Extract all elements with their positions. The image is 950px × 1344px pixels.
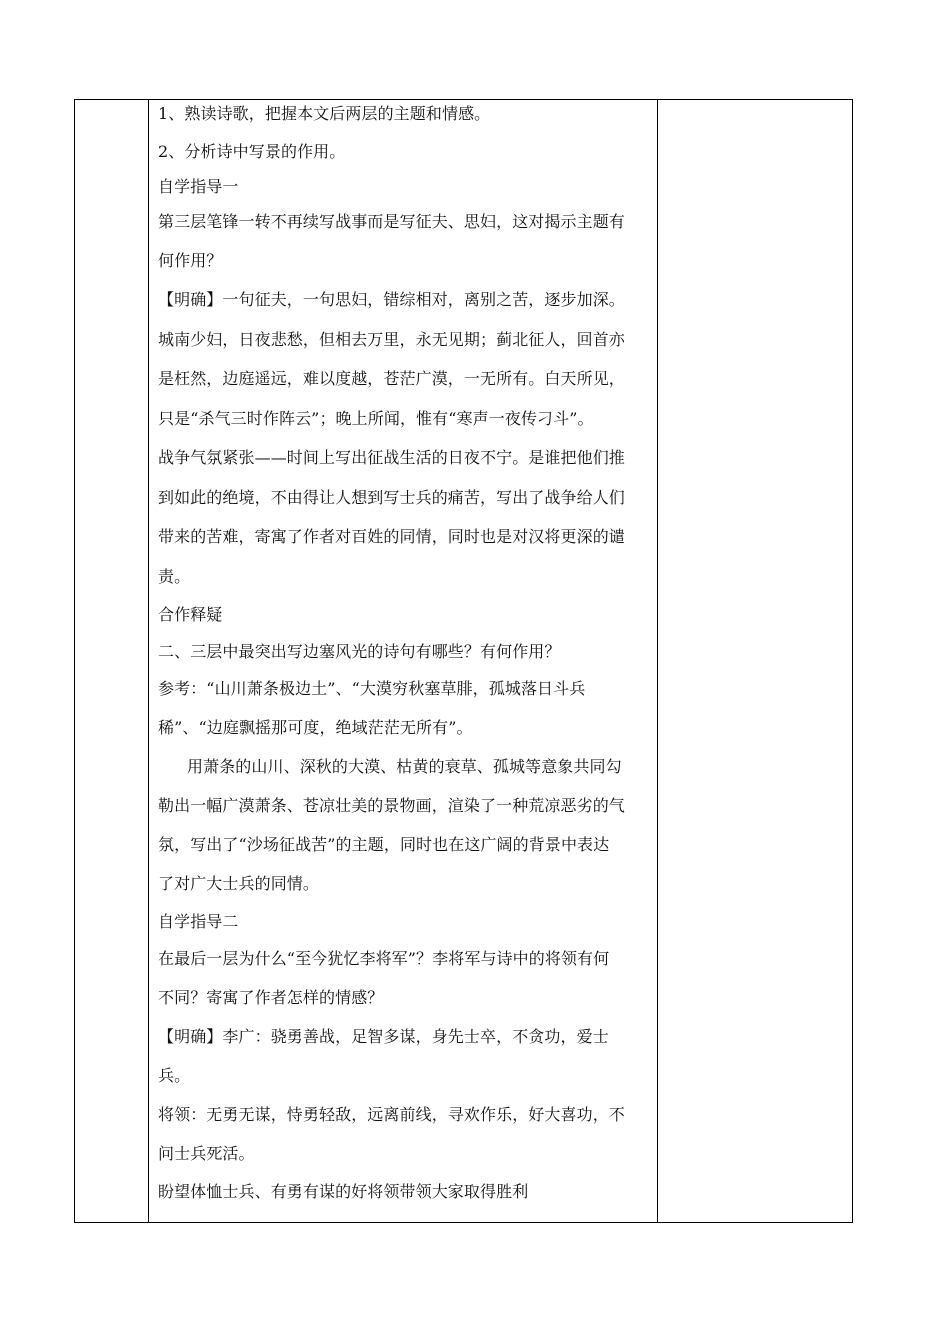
text-line: 二、三层中最突出写边塞风光的诗句有哪些？有何作用？ [158, 642, 561, 661]
text-line: 了对广大士兵的同情。 [158, 874, 320, 893]
text-line: 2、分析诗中写景的作用。 [158, 142, 346, 161]
text-line: 【明确】李广：骁勇善战，足智多谋，身先士卒，不贪功，爱士 [158, 1027, 609, 1046]
text-line: 将领：无勇无谋，恃勇轻敌，远离前线，寻欢作乐，好大喜功，不 [158, 1105, 625, 1124]
section-heading: 自学指导二 [158, 912, 239, 931]
text-line: 责。 [158, 567, 191, 586]
text-line: 第三层笔锋一转不再续写战事而是写征夫、思妇，这对揭示主题有 [158, 212, 625, 231]
text-line: 在最后一层为什么“至今犹忆李将军”？李将军与诗中的将领有何 [158, 949, 610, 968]
text-line: 问士兵死活。 [158, 1144, 255, 1163]
text-line: 城南少妇，日夜悲愁，但相去万里，永无见期；蓟北征人，回首亦 [158, 330, 625, 349]
text-line: 氛，写出了“沙场征战苦”的主题，同时也在这广阔的背景中表达 [158, 835, 610, 854]
text-line: 勒出一幅广漠萧条、苍凉壮美的景物画，渲染了一种荒凉恶劣的气 [158, 796, 625, 815]
text-line: 兵。 [158, 1066, 191, 1085]
text-line: 【明确】一句征夫，一句思妇，错综相对，离别之苦，逐步加深。 [158, 290, 625, 309]
text-line: 参考：“山川萧条极边土”、“大漠穷秋塞草腓，孤城落日斗兵 [158, 679, 586, 698]
left-column-cell [75, 100, 149, 1222]
text-line: 用萧条的山川、深秋的大漠、枯黄的衰草、孤城等意象共同勾 [187, 757, 622, 776]
lesson-table [74, 99, 853, 1223]
text-line: 何作用？ [158, 251, 223, 270]
text-line: 稀”、“边庭飘摇那可度，绝域茫茫无所有”。 [158, 718, 473, 737]
section-heading: 合作释疑 [158, 605, 223, 624]
text-line: 不同？寄寓了作者怎样的情感？ [158, 988, 384, 1007]
text-line: 盼望体恤士兵、有勇有谋的好将领带领大家取得胜利 [158, 1182, 529, 1201]
text-line: 只是“杀气三时作阵云”；晚上所闻，惟有“寒声一夜传刁斗”。 [158, 409, 594, 428]
main-content-cell [149, 100, 658, 1222]
text-line: 到如此的绝境，不由得让人想到写士兵的痛苦，写出了战争给人们 [158, 488, 625, 507]
right-column-cell [658, 100, 852, 1222]
text-line: 战争气氛紧张——时间上写出征战生活的日夜不宁。是谁把他们推 [158, 448, 625, 467]
section-heading: 自学指导一 [158, 177, 239, 196]
text-line: 带来的苦难，寄寓了作者对百姓的同情，同时也是对汉将更深的谴 [158, 527, 625, 546]
text-line: 1、熟读诗歌，把握本文后两层的主题和情感。 [158, 104, 491, 123]
text-line: 是枉然，边庭遥远，难以度越，苍茫广漠，一无所有。白天所见， [158, 369, 625, 388]
